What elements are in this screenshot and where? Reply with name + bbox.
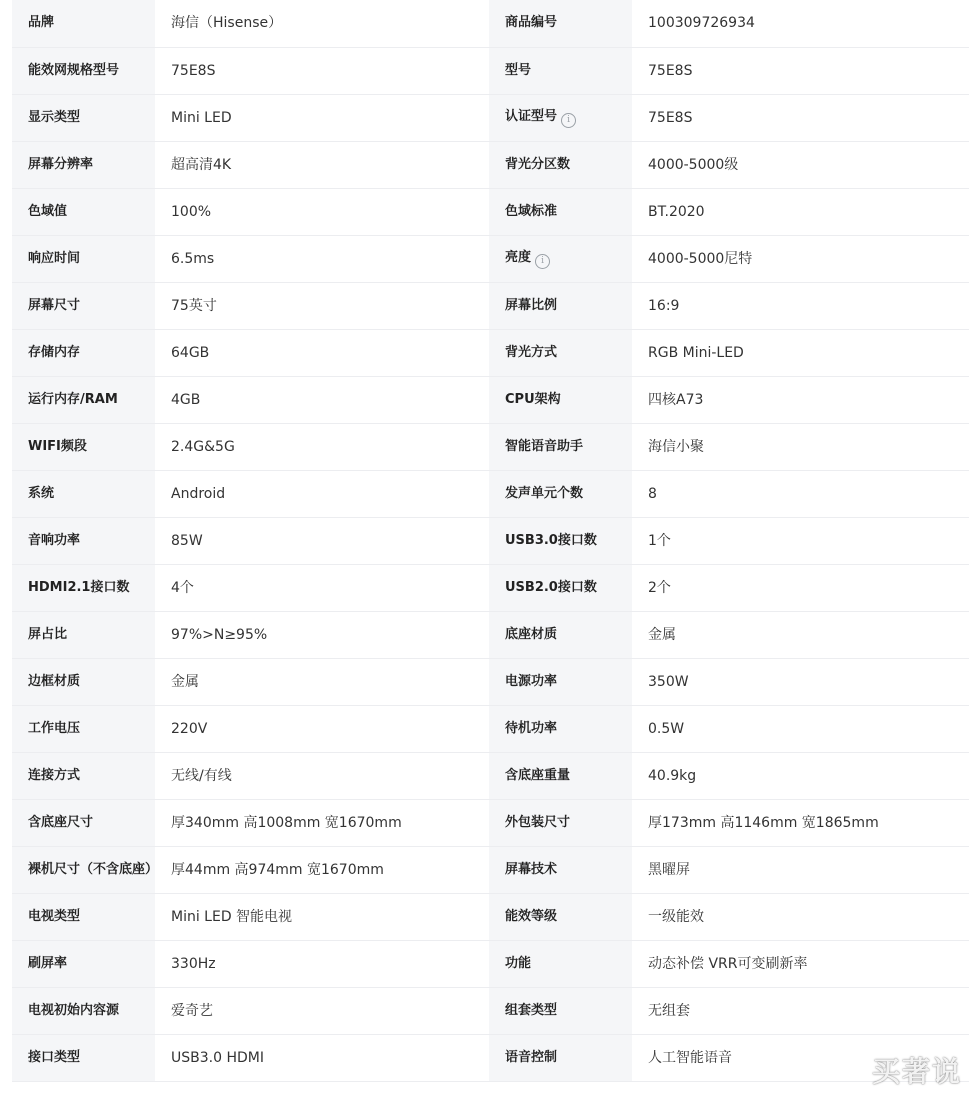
spec-value: 4000-5000尼特 <box>632 235 969 282</box>
spec-row-storage <box>12 329 969 376</box>
spec-value: 厚340mm 高1008mm 宽1670mm <box>155 799 489 846</box>
spec-label: 裸机尺寸（不含底座） <box>12 846 155 893</box>
spec-row-connection <box>12 752 969 799</box>
info-icon[interactable]: i <box>561 113 576 128</box>
spec-value: 97%>N≥95% <box>155 611 489 658</box>
spec-label: 屏占比 <box>12 611 155 658</box>
spec-value: Android <box>155 470 489 517</box>
spec-value: 金属 <box>155 658 489 705</box>
spec-row-refresh-rate <box>12 940 969 987</box>
spec-value: 4GB <box>155 376 489 423</box>
spec-label: 型号 <box>489 47 632 94</box>
spec-value: 4000-5000级 <box>632 141 969 188</box>
spec-value: 超高清4K <box>155 141 489 188</box>
spec-label: 屏幕分辨率 <box>12 141 155 188</box>
spec-label: 电源功率 <box>489 658 632 705</box>
spec-label: 含底座重量 <box>489 752 632 799</box>
spec-label: CPU架构 <box>489 376 632 423</box>
spec-label: USB2.0接口数 <box>489 564 632 611</box>
spec-row-display-type <box>12 94 969 141</box>
spec-label: 运行内存/RAM <box>12 376 155 423</box>
spec-value: 8 <box>632 470 969 517</box>
spec-table <box>12 0 969 1082</box>
spec-label: 品牌 <box>12 0 155 47</box>
spec-value: 金属 <box>632 611 969 658</box>
spec-label: 屏幕尺寸 <box>12 282 155 329</box>
spec-value: 0.5W <box>632 705 969 752</box>
spec-value: 6.5ms <box>155 235 489 282</box>
spec-label: 存储内存 <box>12 329 155 376</box>
spec-label: 接口类型 <box>12 1034 155 1081</box>
spec-row-color-gamut <box>12 188 969 235</box>
spec-value: USB3.0 HDMI <box>155 1034 489 1081</box>
spec-row-audio-power <box>12 517 969 564</box>
spec-value: 75E8S <box>632 47 969 94</box>
spec-label: 显示类型 <box>12 94 155 141</box>
spec-label: 刷屏率 <box>12 940 155 987</box>
spec-label: 系统 <box>12 470 155 517</box>
spec-label: 背光方式 <box>489 329 632 376</box>
spec-label: 发声单元个数 <box>489 470 632 517</box>
spec-value: 64GB <box>155 329 489 376</box>
spec-value: 黑曜屏 <box>632 846 969 893</box>
spec-label: 边框材质 <box>12 658 155 705</box>
spec-label: 底座材质 <box>489 611 632 658</box>
spec-label: 响应时间 <box>12 235 155 282</box>
spec-label: USB3.0接口数 <box>489 517 632 564</box>
spec-value: 无线/有线 <box>155 752 489 799</box>
spec-label: 屏幕比例 <box>489 282 632 329</box>
spec-value: BT.2020 <box>632 188 969 235</box>
spec-label: 色域值 <box>12 188 155 235</box>
spec-row-resolution <box>12 141 969 188</box>
spec-label: 工作电压 <box>12 705 155 752</box>
spec-row-size-with-stand <box>12 799 969 846</box>
spec-label: 待机功率 <box>489 705 632 752</box>
spec-label: 能效等级 <box>489 893 632 940</box>
spec-value: 100% <box>155 188 489 235</box>
spec-label: 音响功率 <box>12 517 155 564</box>
spec-label: 背光分区数 <box>489 141 632 188</box>
spec-label: WIFI频段 <box>12 423 155 470</box>
watermark-logo: 买著说 <box>871 1055 962 1088</box>
spec-value: 无组套 <box>632 987 969 1034</box>
spec-label: 含底座尺寸 <box>12 799 155 846</box>
spec-value: 2个 <box>632 564 969 611</box>
spec-row-system <box>12 470 969 517</box>
spec-row-voltage <box>12 705 969 752</box>
spec-value: 40.9kg <box>632 752 969 799</box>
spec-row-brand <box>12 0 969 47</box>
spec-row-interface <box>12 1034 969 1081</box>
spec-row-tv-type <box>12 893 969 940</box>
spec-value: 动态补偿 VRR可变刷新率 <box>632 940 969 987</box>
spec-label: 电视类型 <box>12 893 155 940</box>
spec-row-ram <box>12 376 969 423</box>
spec-row-model <box>12 47 969 94</box>
spec-row-wifi <box>12 423 969 470</box>
spec-label: 功能 <box>489 940 632 987</box>
spec-label: 智能语音助手 <box>489 423 632 470</box>
spec-value: 16:9 <box>632 282 969 329</box>
spec-label: 商品编号 <box>489 0 632 47</box>
spec-value: 厚44mm 高974mm 宽1670mm <box>155 846 489 893</box>
spec-value: 350W <box>632 658 969 705</box>
spec-row-frame <box>12 658 969 705</box>
spec-value: 1个 <box>632 517 969 564</box>
spec-value: Mini LED <box>155 94 489 141</box>
spec-value: 爱奇艺 <box>155 987 489 1034</box>
spec-row-bare-size <box>12 846 969 893</box>
spec-value: 75E8S <box>632 94 969 141</box>
spec-value: 75E8S <box>155 47 489 94</box>
spec-value: 海信小聚 <box>632 423 969 470</box>
spec-row-content-source <box>12 987 969 1034</box>
spec-value: 2.4G&5G <box>155 423 489 470</box>
spec-value: 220V <box>155 705 489 752</box>
spec-label: 电视初始内容源 <box>12 987 155 1034</box>
spec-value: 厚173mm 高1146mm 宽1865mm <box>632 799 969 846</box>
spec-label: 能效网规格型号 <box>12 47 155 94</box>
spec-value: 85W <box>155 517 489 564</box>
spec-label: 外包装尺寸 <box>489 799 632 846</box>
spec-label: 连接方式 <box>12 752 155 799</box>
spec-value: 100309726934 <box>632 0 969 47</box>
spec-label-with-info <box>489 235 632 282</box>
spec-row-response-time <box>12 235 969 282</box>
spec-value: Mini LED 智能电视 <box>155 893 489 940</box>
spec-label: HDMI2.1接口数 <box>12 564 155 611</box>
spec-row-screen-ratio <box>12 611 969 658</box>
spec-label-text: 亮度 <box>505 249 532 265</box>
spec-value: 75英寸 <box>155 282 489 329</box>
spec-label: 色域标准 <box>489 188 632 235</box>
spec-label-with-info <box>489 94 632 141</box>
spec-value: RGB Mini-LED <box>632 329 969 376</box>
spec-value: 330Hz <box>155 940 489 987</box>
spec-label-text: 认证型号 <box>505 108 558 124</box>
spec-value: 人工智能语音 <box>632 1034 969 1081</box>
spec-label: 屏幕技术 <box>489 846 632 893</box>
spec-value: 海信（Hisense） <box>155 0 489 47</box>
spec-value: 一级能效 <box>632 893 969 940</box>
spec-label: 语音控制 <box>489 1034 632 1081</box>
spec-value: 四核A73 <box>632 376 969 423</box>
info-icon[interactable]: i <box>535 254 550 269</box>
spec-value: 4个 <box>155 564 489 611</box>
spec-row-screen-size <box>12 282 969 329</box>
spec-row-hdmi <box>12 564 969 611</box>
spec-label: 组套类型 <box>489 987 632 1034</box>
